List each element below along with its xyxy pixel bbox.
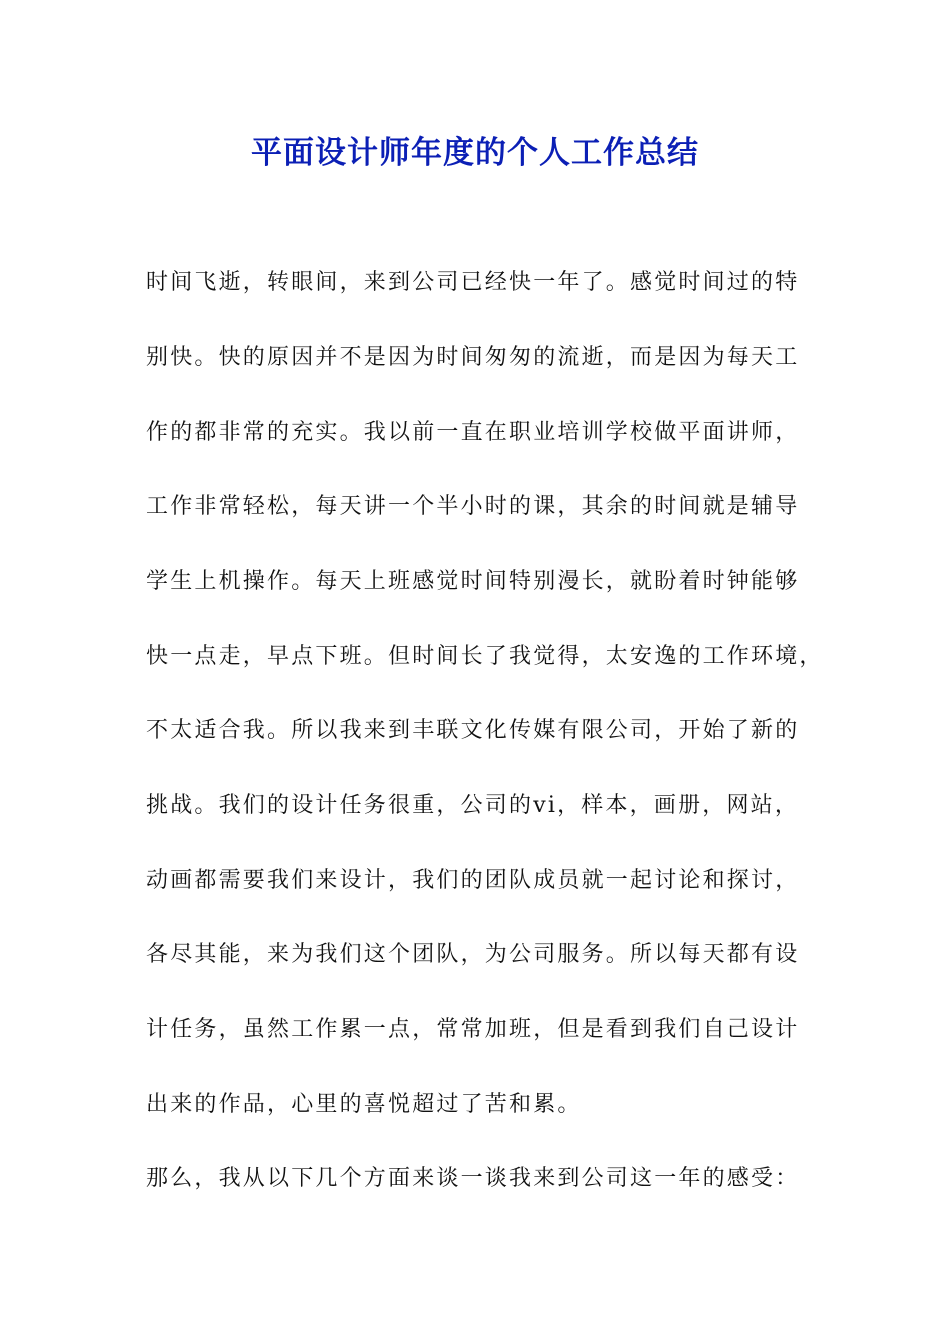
paragraph-line: 计任务，虽然工作累一点，常常加班，但是看到我们自己设计	[146, 1017, 800, 1042]
paragraph-line: 各尽其能，来为我们这个团队，为公司服务。所以每天都有设	[146, 942, 800, 967]
paragraph-line: 别快。快的原因并不是因为时间匆匆的流逝，而是因为每天工	[146, 345, 800, 370]
paragraph-line: 作的都非常的充实。我以前一直在职业培训学校做平面讲师，	[146, 420, 800, 445]
document-title: 平面设计师年度的个人工作总结	[251, 135, 699, 171]
paragraph-line: 那么，我从以下几个方面来谈一谈我来到公司这一年的感受：	[146, 1166, 800, 1191]
paragraph-line: 快一点走，早点下班。但时间长了我觉得，太安逸的工作环境，	[146, 644, 824, 669]
paragraph-line: 挑战。我们的设计任务很重，公司的vi，样本，画册，网站，	[146, 793, 800, 818]
paragraph-line: 不太适合我。所以我来到丰联文化传媒有限公司，开始了新的	[146, 718, 800, 743]
paragraph-line: 学生上机操作。每天上班感觉时间特别漫长，就盼着时钟能够	[146, 569, 800, 594]
paragraph-line: 时间飞逝，转眼间，来到公司已经快一年了。感觉时间过的特	[146, 270, 800, 295]
paragraph-line: 出来的作品，心里的喜悦超过了苦和累。	[146, 1092, 582, 1117]
paragraph-line: 工作非常轻松，每天讲一个半小时的课，其余的时间就是辅导	[146, 494, 800, 519]
paragraph-line: 动画都需要我们来设计，我们的团队成员就一起讨论和探讨，	[146, 868, 800, 893]
